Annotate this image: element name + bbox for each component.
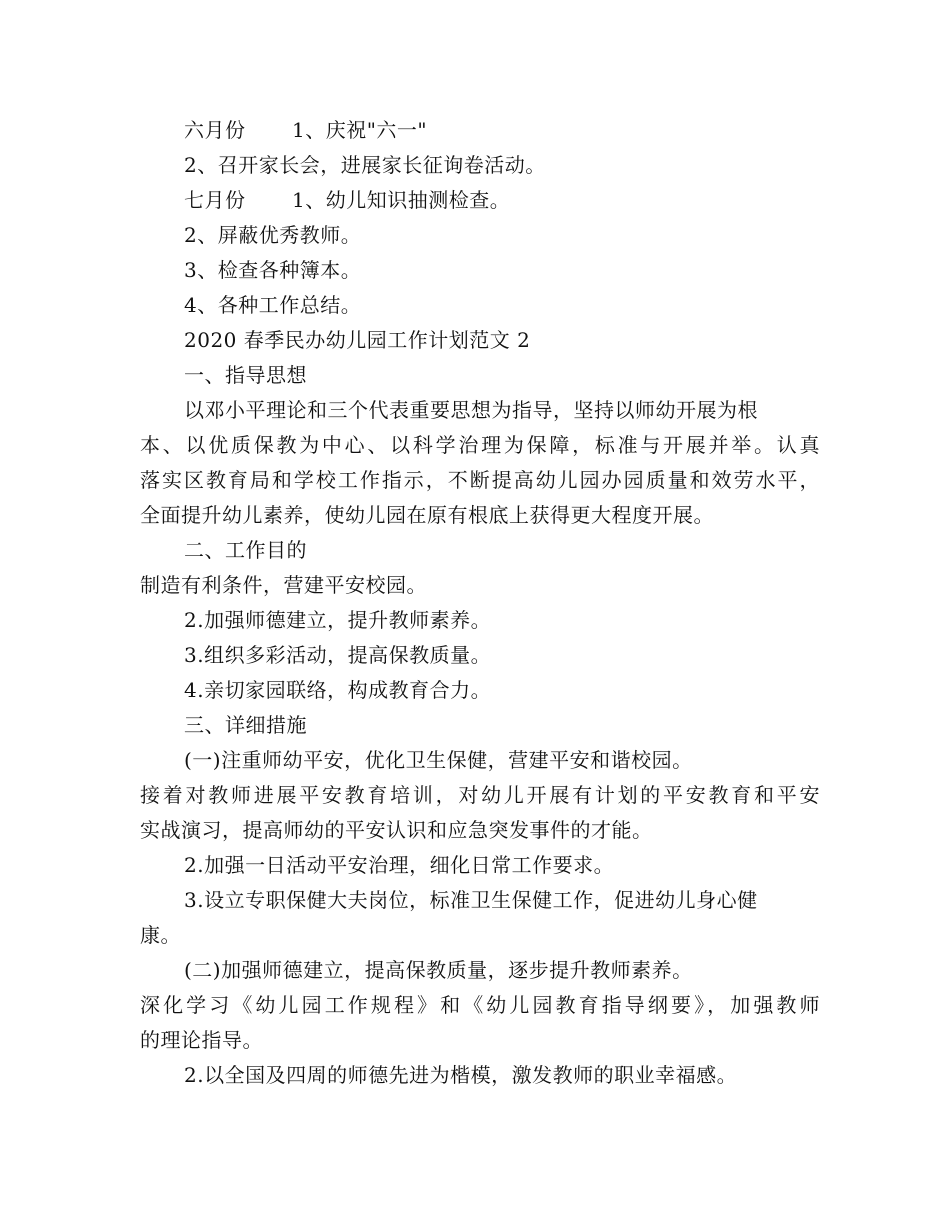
july-item-1: 1、幼儿知识抽测检查。 xyxy=(292,188,511,212)
heading-guiding-thought: 一、指导思想 xyxy=(184,363,307,387)
july-item-3: 3、检查各种簿本。 xyxy=(184,258,362,282)
july-item-4: 4、各种工作总结。 xyxy=(184,293,362,317)
month-label-june: 六月份 xyxy=(184,118,246,142)
goal-item: 4.亲切家园联络，构成教育合力。 xyxy=(184,678,492,702)
paragraph-line: 康。 xyxy=(140,923,181,947)
measure-item: 3.设立专职保健大夫岗位，标准卫生保健工作，促进幼儿身心健 xyxy=(184,888,758,912)
section-title: 2020 春季民办幼儿园工作计划范文 2 xyxy=(184,328,531,352)
june-item-2: 2、召开家长会，进展家长征询卷活动。 xyxy=(184,153,546,177)
paragraph-line: 实战演习，提高师幼的平安认识和应急突发事件的才能。 xyxy=(140,818,653,842)
heading-work-goals: 二、工作目的 xyxy=(184,538,307,562)
goal-item: 2.加强师德建立，提升教师素养。 xyxy=(184,608,492,632)
paragraph-line: 本、以优质保教为中心、以科学治理为保障，标准与开展并举。认真 xyxy=(140,433,820,457)
june-item-1: 1、庆祝"六一" xyxy=(292,118,428,142)
heading-detailed-measures: 三、详细措施 xyxy=(184,713,307,737)
measure-item: 2.以全国及四周的师德先进为楷模，激发教师的职业幸福感。 xyxy=(184,1063,738,1087)
paragraph-line: 深化学习《幼儿园工作规程》和《幼儿园教育指导纲要》，加强教师 xyxy=(140,993,820,1017)
july-item-2: 2、屏蔽优秀教师。 xyxy=(184,223,362,247)
paragraph-line: 以邓小平理论和三个代表重要思想为指导，坚持以师幼开展为根 xyxy=(184,398,758,422)
measure-subheading: (一)注重师幼平安，优化卫生保健，营建平安和谐校园。 xyxy=(184,748,693,772)
goal-item: 3.组织多彩活动，提高保教质量。 xyxy=(184,643,492,667)
measure-item: 2.加强一日活动平安治理，细化日常工作要求。 xyxy=(184,853,615,877)
paragraph-line: 接着对教师进展平安教育培训，对幼儿开展有计划的平安教育和平安 xyxy=(140,783,820,807)
month-label-july: 七月份 xyxy=(184,188,246,212)
paragraph-line: 落实区教育局和学校工作指示，不断提高幼儿园办园质量和效劳水平， xyxy=(140,468,820,492)
paragraph-line: 全面提升幼儿素养，使幼儿园在原有根底上获得更大程度开展。 xyxy=(140,503,714,527)
goal-item: 制造有利条件，营建平安校园。 xyxy=(140,573,427,597)
measure-subheading: (二)加强师德建立，提高保教质量，逐步提升教师素养。 xyxy=(184,958,693,982)
paragraph-line: 的理论指导。 xyxy=(140,1028,263,1052)
